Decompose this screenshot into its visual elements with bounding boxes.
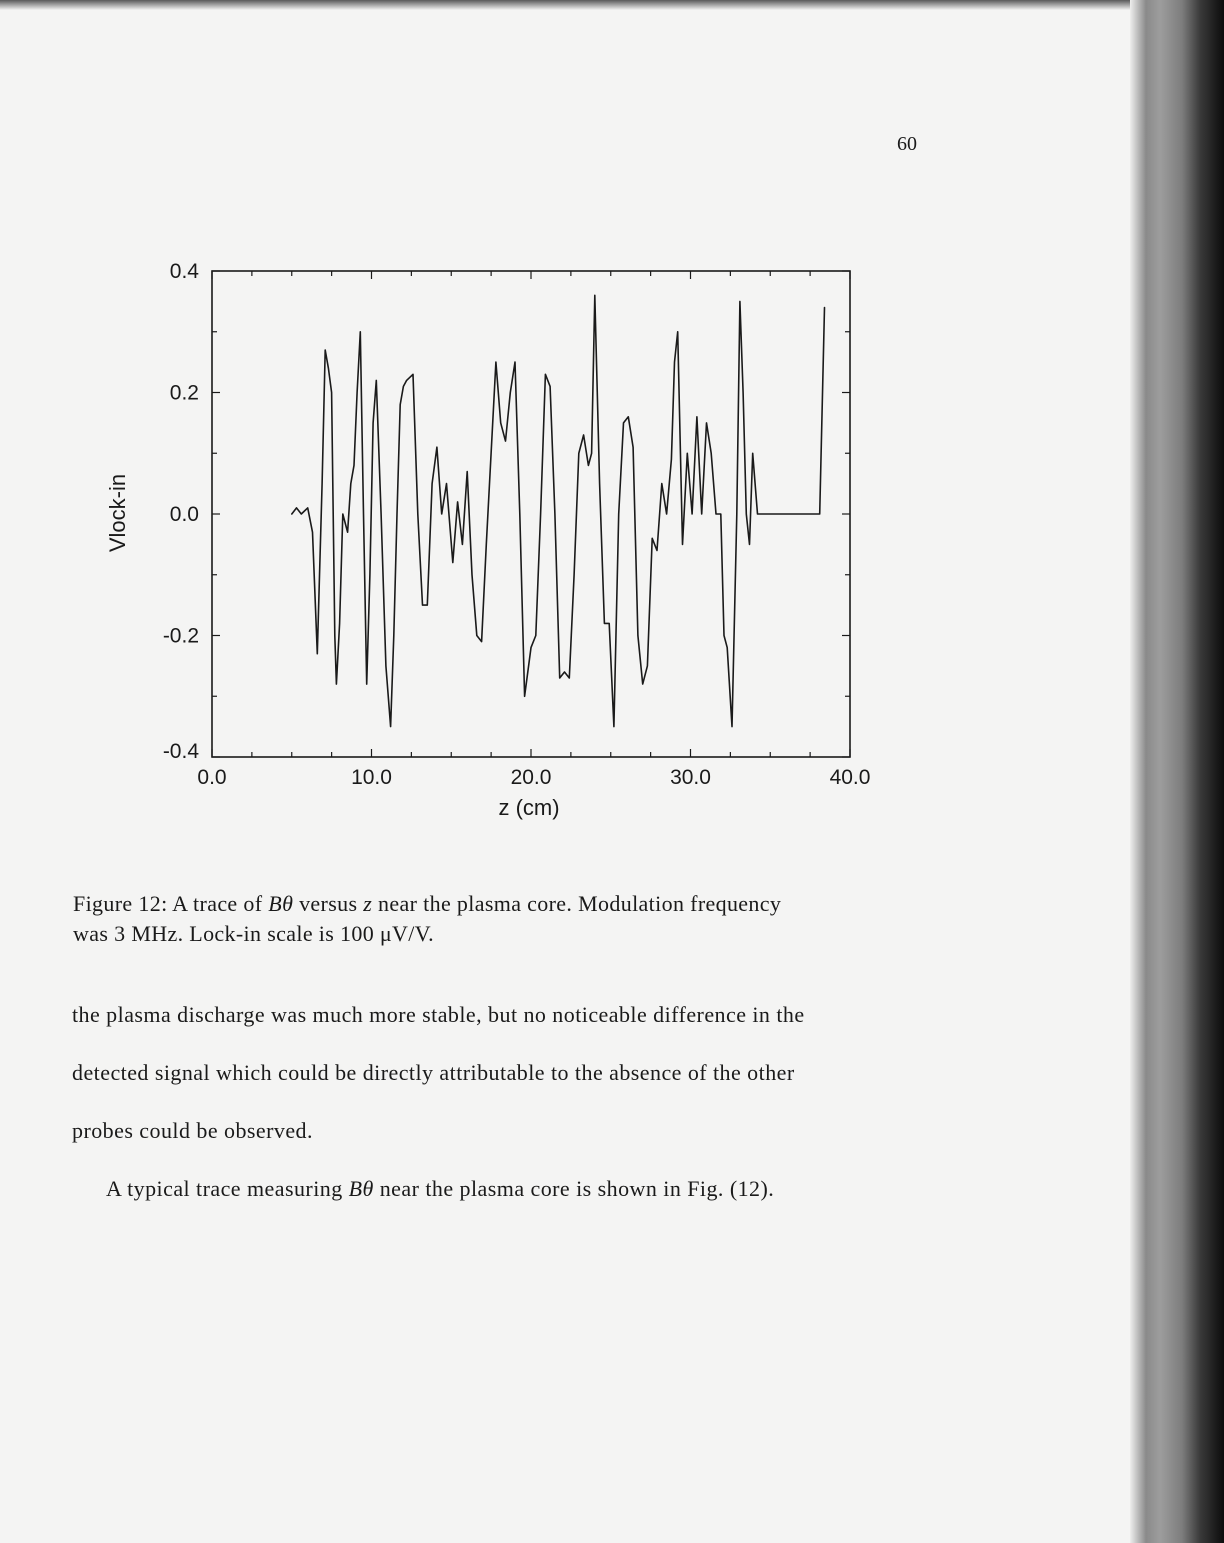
x-axis-label: z (cm) [498,795,560,820]
axis-ticks [212,271,850,757]
x-tick-label: 40.0 [829,766,871,789]
plot-frame [212,271,850,757]
body-symbol-b-theta: Bθ [348,1176,374,1201]
body-line-4 [72,1160,920,1218]
body-paragraphs [72,986,920,1218]
trace-series [292,295,825,726]
caption-line-1 [73,889,923,919]
y-tick-label: 0.2 [169,381,199,405]
x-tick-label: 30.0 [670,766,711,789]
y-tick-label: 0.4 [169,260,199,283]
plot-border [212,271,850,757]
body-line-4-prefix: A typical trace measuring [106,1176,349,1201]
page-number: 60 [897,133,917,155]
caption-line-2: was 3 MHz. Lock-in scale is 100 μV/V. [73,921,435,946]
y-tick-label: -0.4 [162,740,199,763]
x-tick-label: 20.0 [510,766,552,789]
caption-rest: near the plasma core. Modulation frequency [372,891,782,916]
y-axis-label: Vlock-in [105,473,130,553]
figure-caption [73,889,923,949]
y-tick-label: 0.0 [169,503,199,526]
y-tick-labels [163,260,200,763]
caption-symbol-b-theta: Bθ [268,891,294,916]
caption-mid: versus [293,891,364,916]
body-line-1: the plasma discharge was much more stable, but no noticeable difference in the [72,1002,805,1027]
y-tick-label: -0.2 [162,624,199,648]
body-line-2: detected signal which could be directly attributable to the absence of the other [72,1060,795,1085]
body-line-4-suffix: near the plasma core is shown in Fig. (12). [373,1176,775,1201]
x-tick-labels [197,766,870,789]
body-line-3: probes could be observed. [72,1118,313,1143]
caption-var-z: z [363,891,373,916]
series-line [292,295,825,726]
caption-prefix: Figure 12: A trace of [73,891,269,916]
x-tick-label: 0.0 [197,766,227,789]
x-tick-label: 10.0 [351,766,392,789]
